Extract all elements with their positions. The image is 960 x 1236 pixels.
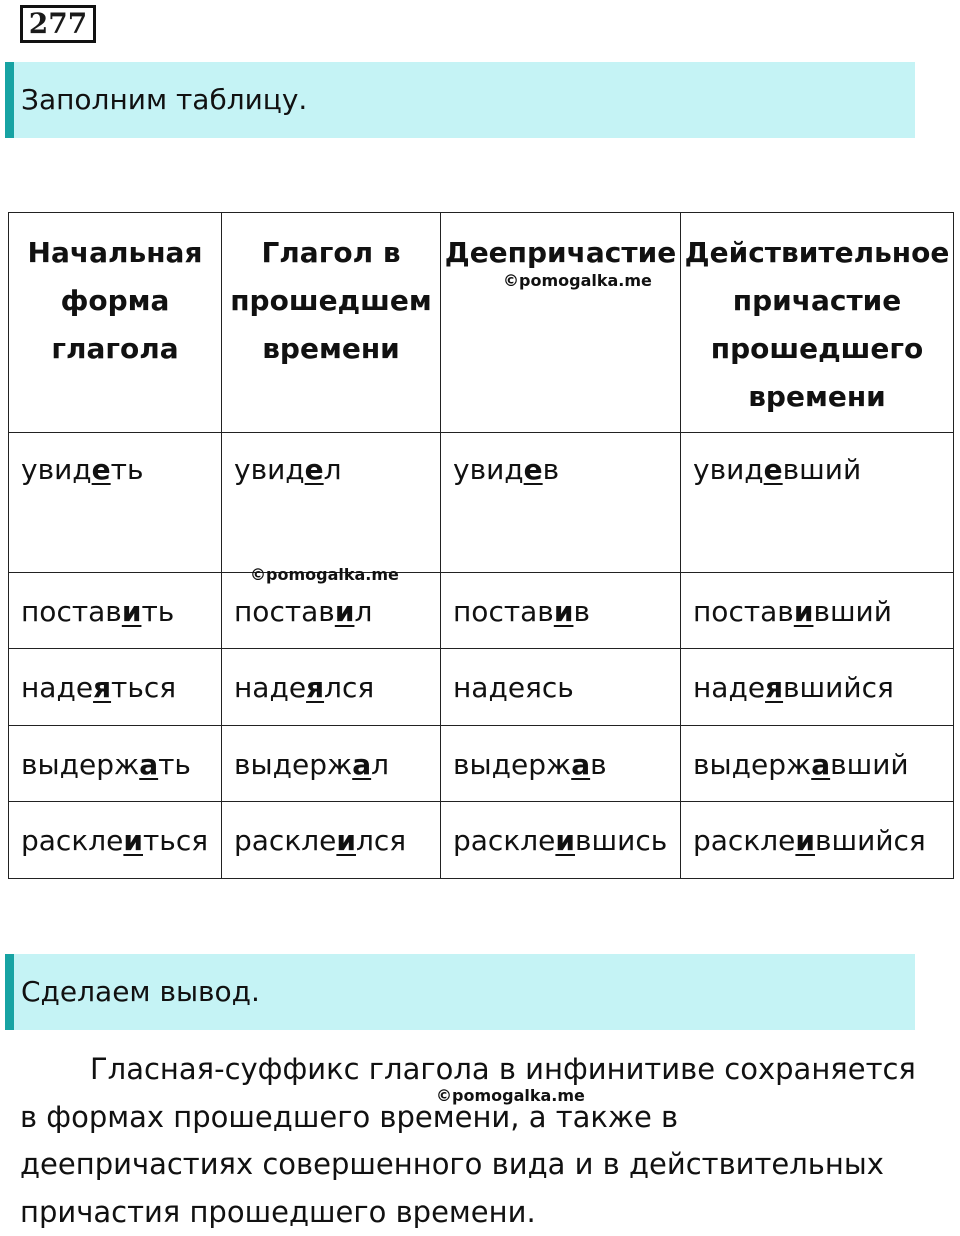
word-part: раскле — [693, 824, 796, 857]
suffix-vowel: и — [123, 824, 143, 857]
word-part: надеясь — [453, 671, 574, 704]
word-part: ться — [111, 671, 177, 704]
cell-past-tense — [222, 649, 441, 726]
word-part: лся — [356, 824, 407, 857]
cell-participle — [681, 573, 954, 649]
cell-past-tense — [222, 802, 441, 879]
suffix-vowel: и — [793, 595, 814, 628]
word-part: постав — [21, 595, 122, 628]
cell-participle — [681, 726, 954, 802]
table-header-row — [9, 213, 954, 433]
word-part: раскле — [234, 824, 337, 857]
word-part: в — [542, 453, 560, 486]
cell-gerund — [441, 726, 681, 802]
section-title: Сделаем вывод. — [21, 975, 260, 1008]
cell-infinitive — [9, 649, 222, 726]
word-part: вшийся — [815, 824, 926, 857]
word-part: наде — [21, 671, 94, 704]
word-part: лся — [324, 671, 375, 704]
word-part: выдерж — [693, 748, 812, 781]
suffix-vowel: и — [334, 595, 355, 628]
table-row — [9, 726, 954, 802]
word-part: ться — [143, 824, 209, 857]
word-part: вший — [830, 748, 909, 781]
section-banner-fill-table — [5, 62, 915, 138]
suffix-vowel: и — [555, 824, 575, 857]
word-part: вшийся — [783, 671, 894, 704]
suffix-vowel: е — [523, 453, 543, 486]
header-gerund — [441, 213, 681, 433]
word-part: постав — [693, 595, 794, 628]
cell-past-tense — [222, 433, 441, 573]
suffix-vowel: е — [763, 453, 783, 486]
word-part: вший — [813, 595, 892, 628]
task-number: 277 — [20, 5, 96, 43]
cell-infinitive — [9, 726, 222, 802]
word-part: ть — [158, 748, 191, 781]
cell-infinitive — [9, 433, 222, 573]
header-gerund-label: Деепричастие — [444, 236, 677, 269]
word-part: увид — [234, 453, 305, 486]
word-part: л — [354, 595, 373, 628]
cell-participle — [681, 433, 954, 573]
word-part: постав — [453, 595, 554, 628]
word-part: увид — [693, 453, 764, 486]
suffix-vowel: е — [91, 453, 111, 486]
verb-forms-table — [8, 212, 954, 879]
suffix-vowel: я — [93, 671, 112, 704]
word-part: наде — [234, 671, 307, 704]
suffix-vowel: я — [306, 671, 325, 704]
word-part: выдерж — [234, 748, 353, 781]
suffix-vowel: и — [553, 595, 574, 628]
word-part: в — [590, 748, 607, 781]
section-title: Заполним таблицу. — [21, 83, 308, 116]
table-row — [9, 433, 954, 573]
suffix-vowel: а — [811, 748, 831, 781]
section-banner-conclusion — [5, 954, 915, 1030]
word-part: л — [323, 453, 342, 486]
cell-participle — [681, 649, 954, 726]
cell-gerund — [441, 802, 681, 879]
cell-gerund — [441, 433, 681, 573]
cell-infinitive — [9, 802, 222, 879]
cell-participle — [681, 802, 954, 879]
word-part: вшись — [575, 824, 668, 857]
header-infinitive: Начальная форма глагола — [9, 213, 222, 433]
watermark: ©pomogalka.me — [250, 565, 399, 584]
cell-gerund — [441, 649, 681, 726]
word-part: в — [573, 595, 590, 628]
word-part: раскле — [453, 824, 556, 857]
suffix-vowel: а — [352, 748, 372, 781]
word-part: ть — [141, 595, 175, 628]
header-participle: Действительное причастие прошедшего времени — [681, 213, 954, 433]
word-part: постав — [234, 595, 335, 628]
word-part: раскле — [21, 824, 124, 857]
watermark: ©pomogalka.me — [503, 271, 652, 290]
suffix-vowel: я — [765, 671, 784, 704]
word-part: выдерж — [21, 748, 140, 781]
suffix-vowel: а — [139, 748, 159, 781]
table-row — [9, 802, 954, 879]
suffix-vowel: е — [304, 453, 324, 486]
suffix-vowel: а — [571, 748, 591, 781]
word-part: увид — [21, 453, 92, 486]
word-part: ть — [110, 453, 144, 486]
cell-infinitive — [9, 573, 222, 649]
word-part: вший — [782, 453, 862, 486]
word-part: увид — [453, 453, 524, 486]
watermark: ©pomogalka.me — [436, 1086, 585, 1105]
word-part: выдерж — [453, 748, 572, 781]
suffix-vowel: и — [121, 595, 142, 628]
suffix-vowel: и — [795, 824, 815, 857]
suffix-vowel: и — [336, 824, 356, 857]
word-part: наде — [693, 671, 766, 704]
table-row — [9, 649, 954, 726]
table-row — [9, 573, 954, 649]
cell-gerund — [441, 573, 681, 649]
conclusion-text: Гласная-суффикс глагола в инфинитиве сохраняется в формах прошедшего времени, а также в деепричастиях совершенного вида и в действительных причастия прошедшего времени. — [20, 1052, 916, 1229]
header-past-tense: Глагол в прошедшем времени — [222, 213, 441, 433]
cell-past-tense — [222, 726, 441, 802]
conclusion-paragraph — [20, 1046, 920, 1236]
word-part: л — [371, 748, 390, 781]
